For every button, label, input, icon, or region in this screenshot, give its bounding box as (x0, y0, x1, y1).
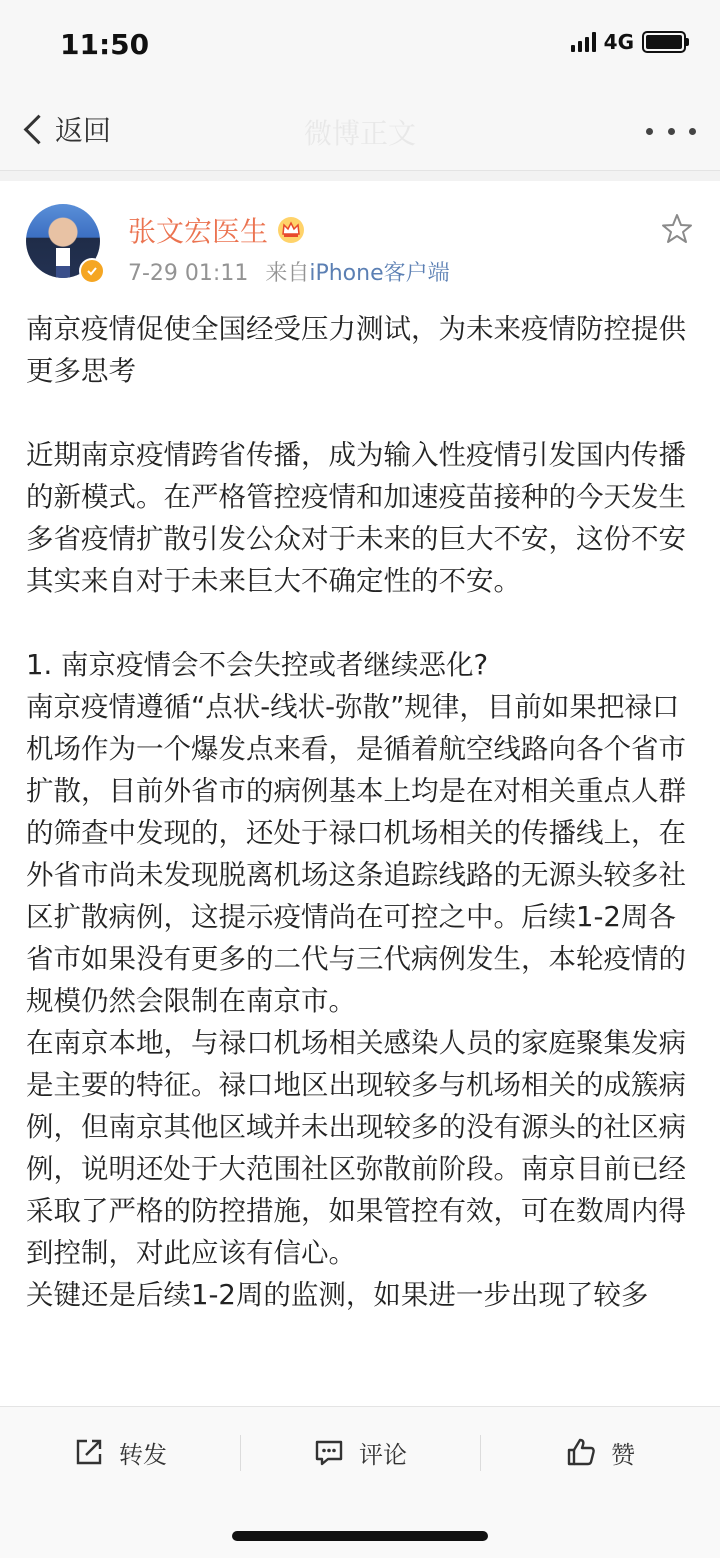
post-meta (128, 256, 450, 287)
bottom-toolbar (0, 1406, 720, 1497)
nav-bar (0, 92, 720, 171)
network-type: 4G (603, 30, 634, 54)
body-paragraph: 在南京本地，与禄口机场相关感染人员的家庭聚集发病是主要的特征。禄口地区出现较多与机场相关的成簇病例，但南京其他区域并未出现较多的没有源头的社区病例，说明还处于大范围社区弥散前阶段。南京目前已经采取了严格的防控措施，如果管控有效，可在数周内得到控制，对此应该有信心。 (26, 1027, 686, 1269)
intro-paragraph: 近期南京疫情跨省传播，成为输入性疫情引发国内传播的新模式。在严格管控疫情和加速疫苗接种的今天发生多省疫情扩散引发公众对于未来的巨大不安，这份不安其实来自对于未来巨大不确定性的不安。 (26, 439, 686, 597)
section-heading: 1. 南京疫情会不会失控或者继续恶化? (26, 649, 489, 681)
author-name[interactable]: 张文宏医生 (128, 215, 269, 248)
blank-line (26, 392, 698, 434)
signal-icon (571, 32, 596, 52)
comment-icon (313, 1436, 345, 1468)
author-name-row[interactable] (128, 210, 306, 250)
battery-icon (642, 31, 686, 53)
home-indicator-area (0, 1497, 720, 1558)
status-indicators (571, 30, 686, 54)
status-time: 11:50 (60, 28, 150, 61)
crown-icon (276, 215, 306, 245)
body-paragraph: 关键还是后续1-2周的监测，如果进一步出现了较多 (26, 1279, 649, 1311)
more-icon (646, 128, 653, 135)
blank-line (26, 602, 698, 644)
section-divider (0, 171, 720, 181)
avatar[interactable] (26, 204, 100, 278)
like-label: 赞 (611, 1440, 635, 1469)
status-bar (0, 0, 720, 92)
post-title-paragraph: 南京疫情促使全国经受压力测试，为未来疫情防控提供更多思考 (26, 313, 686, 387)
home-indicator[interactable] (232, 1531, 488, 1541)
more-button[interactable] (646, 116, 696, 146)
back-label: 返回 (55, 114, 112, 147)
post-time: 7-29 01:11 (128, 261, 249, 286)
like-button[interactable] (480, 1407, 720, 1497)
page-title: 微博正文 (303, 117, 416, 150)
post-content (26, 308, 698, 1316)
repost-button[interactable] (0, 1407, 240, 1497)
repost-label: 转发 (119, 1440, 167, 1469)
body-paragraph: 南京疫情遵循“点状-线状-弥散”规律，目前如果把禄口机场作为一个爆发点来看，是循着航空线路向各个省市扩散，目前外省市的病例基本上均是在对相关重点人群的筛查中发现的，还处于禄口机场相关的传播线上，在外省市尚未发现脱离机场这条追踪线路的无源头较多社区扩散病例，这提示疫情尚在可控之中。后续1-2周各省市如果没有更多的二代与三代病例发生，本轮疫情的规模仍然会限制在南京市。 (26, 691, 686, 1017)
comment-button[interactable] (240, 1407, 480, 1497)
verified-icon (79, 258, 105, 284)
star-icon[interactable] (660, 212, 694, 246)
like-icon (565, 1436, 597, 1468)
comment-label: 评论 (359, 1440, 407, 1469)
post-source[interactable]: iPhone客户端 (309, 261, 450, 286)
repost-icon (73, 1436, 105, 1468)
source-prefix: 来自 (265, 261, 310, 286)
